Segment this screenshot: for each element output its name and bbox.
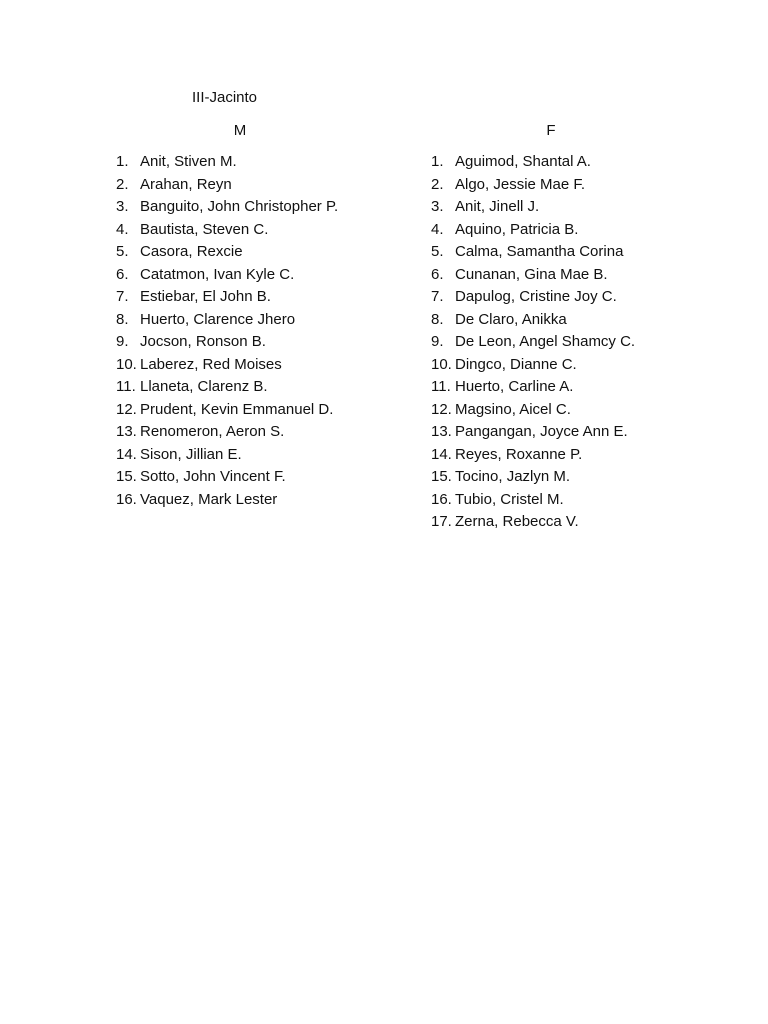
student-name: Catatmon, Ivan Kyle C. <box>140 265 295 283</box>
student-name: Estiebar, El John B. <box>140 288 271 305</box>
list-item <box>116 376 416 399</box>
student-name: Laberez, Red Moises <box>140 355 282 373</box>
section-title: III-Jacinto <box>192 89 258 106</box>
student-name: Vaquez, Mark Lester <box>140 490 278 508</box>
student-name: Dingco, Dianne C. <box>455 355 577 373</box>
student-name: Banguito, John Christopher P. <box>140 198 339 215</box>
list-item <box>431 174 751 197</box>
item-number: 8. <box>116 310 129 328</box>
student-name: Cunanan, Gina Mae B. <box>455 265 608 283</box>
item-number: 15. <box>431 468 452 485</box>
item-number: 3. <box>116 198 129 215</box>
list-item <box>431 354 751 377</box>
item-number: 16. <box>431 490 452 508</box>
student-name: Sotto, John Vincent F. <box>140 468 286 485</box>
female-student-list <box>431 151 751 534</box>
list-item <box>431 196 751 219</box>
list-item <box>116 399 416 422</box>
list-item <box>116 151 416 174</box>
list-item <box>116 264 416 287</box>
item-number: 11. <box>116 378 136 395</box>
student-name: Pangangan, Joyce Ann E. <box>455 423 628 440</box>
list-item <box>116 219 416 242</box>
list-item <box>116 331 416 354</box>
list-item <box>431 286 751 309</box>
female-column-header: F <box>546 122 556 139</box>
list-item <box>431 421 751 444</box>
list-item <box>116 466 416 489</box>
item-number: 10. <box>116 355 137 373</box>
item-number: 7. <box>116 288 129 305</box>
item-number: 5. <box>116 243 129 260</box>
student-name: Huerto, Carline A. <box>455 378 574 395</box>
student-name: Renomeron, Aeron S. <box>140 423 285 440</box>
item-number: 17. <box>431 513 452 530</box>
item-number: 14. <box>431 445 452 463</box>
item-number: 9. <box>431 333 444 350</box>
item-number: 15. <box>116 468 137 485</box>
list-item <box>116 174 416 197</box>
student-name: De Leon, Angel Shamcy C. <box>455 333 636 350</box>
item-number: 13. <box>431 423 452 440</box>
item-number: 1. <box>431 153 444 170</box>
student-name: Anit, Stiven M. <box>140 153 237 170</box>
item-number: 6. <box>116 265 129 283</box>
student-name: Prudent, Kevin Emmanuel D. <box>140 400 334 418</box>
item-number: 7. <box>431 288 444 305</box>
list-item <box>431 331 751 354</box>
student-name: Arahan, Reyn <box>140 175 232 193</box>
list-item <box>116 489 416 512</box>
list-item <box>431 489 751 512</box>
list-item <box>431 309 751 332</box>
list-item <box>431 444 751 467</box>
list-item <box>116 196 416 219</box>
item-number: 12. <box>431 400 452 418</box>
male-student-list <box>116 151 416 511</box>
student-name: Jocson, Ronson B. <box>140 333 266 350</box>
item-number: 2. <box>116 175 129 193</box>
list-item <box>116 421 416 444</box>
student-name: Algo, Jessie Mae F. <box>455 175 586 193</box>
item-number: 16. <box>116 490 137 508</box>
item-number: 3. <box>431 198 444 215</box>
item-number: 9. <box>116 333 129 350</box>
list-item <box>116 444 416 467</box>
list-item <box>116 241 416 264</box>
student-name: Dapulog, Cristine Joy C. <box>455 288 617 305</box>
student-name: Sison, Jillian E. <box>140 445 242 463</box>
item-number: 6. <box>431 265 444 283</box>
list-item <box>116 354 416 377</box>
student-name: Tubio, Cristel M. <box>455 490 564 508</box>
list-item <box>431 511 751 534</box>
item-number: 4. <box>431 220 444 238</box>
student-name: Aquino, Patricia B. <box>455 220 579 238</box>
list-item <box>116 286 416 309</box>
student-name: Anit, Jinell J. <box>455 198 540 215</box>
list-item <box>431 466 751 489</box>
list-item <box>431 219 751 242</box>
student-name: Casora, Rexcie <box>140 243 243 260</box>
item-number: 5. <box>431 243 444 260</box>
item-number: 4. <box>116 220 129 238</box>
student-name: Zerna, Rebecca V. <box>455 513 579 530</box>
item-number: 1. <box>116 153 129 170</box>
student-name: Calma, Samantha Corina <box>455 243 624 260</box>
list-item <box>431 264 751 287</box>
item-number: 12. <box>116 400 137 418</box>
list-item <box>431 399 751 422</box>
item-number: 2. <box>431 175 444 193</box>
student-name: Aguimod, Shantal A. <box>455 153 591 170</box>
student-name: De Claro, Anikka <box>455 310 567 328</box>
item-number: 14. <box>116 445 137 463</box>
student-name: Bautista, Steven C. <box>140 220 269 238</box>
male-column-header: M <box>233 122 247 139</box>
student-name: Llaneta, Clarenz B. <box>140 378 268 395</box>
list-item <box>431 151 751 174</box>
student-name: Huerto, Clarence Jhero <box>140 310 296 328</box>
student-name: Tocino, Jazlyn M. <box>455 468 571 485</box>
item-number: 13. <box>116 423 137 440</box>
list-item <box>431 241 751 264</box>
item-number: 8. <box>431 310 444 328</box>
item-number: 10. <box>431 355 452 373</box>
item-number: 11. <box>431 378 451 395</box>
student-name: Magsino, Aicel C. <box>455 400 571 418</box>
student-name: Reyes, Roxanne P. <box>455 445 583 463</box>
list-item <box>431 376 751 399</box>
list-item <box>116 309 416 332</box>
